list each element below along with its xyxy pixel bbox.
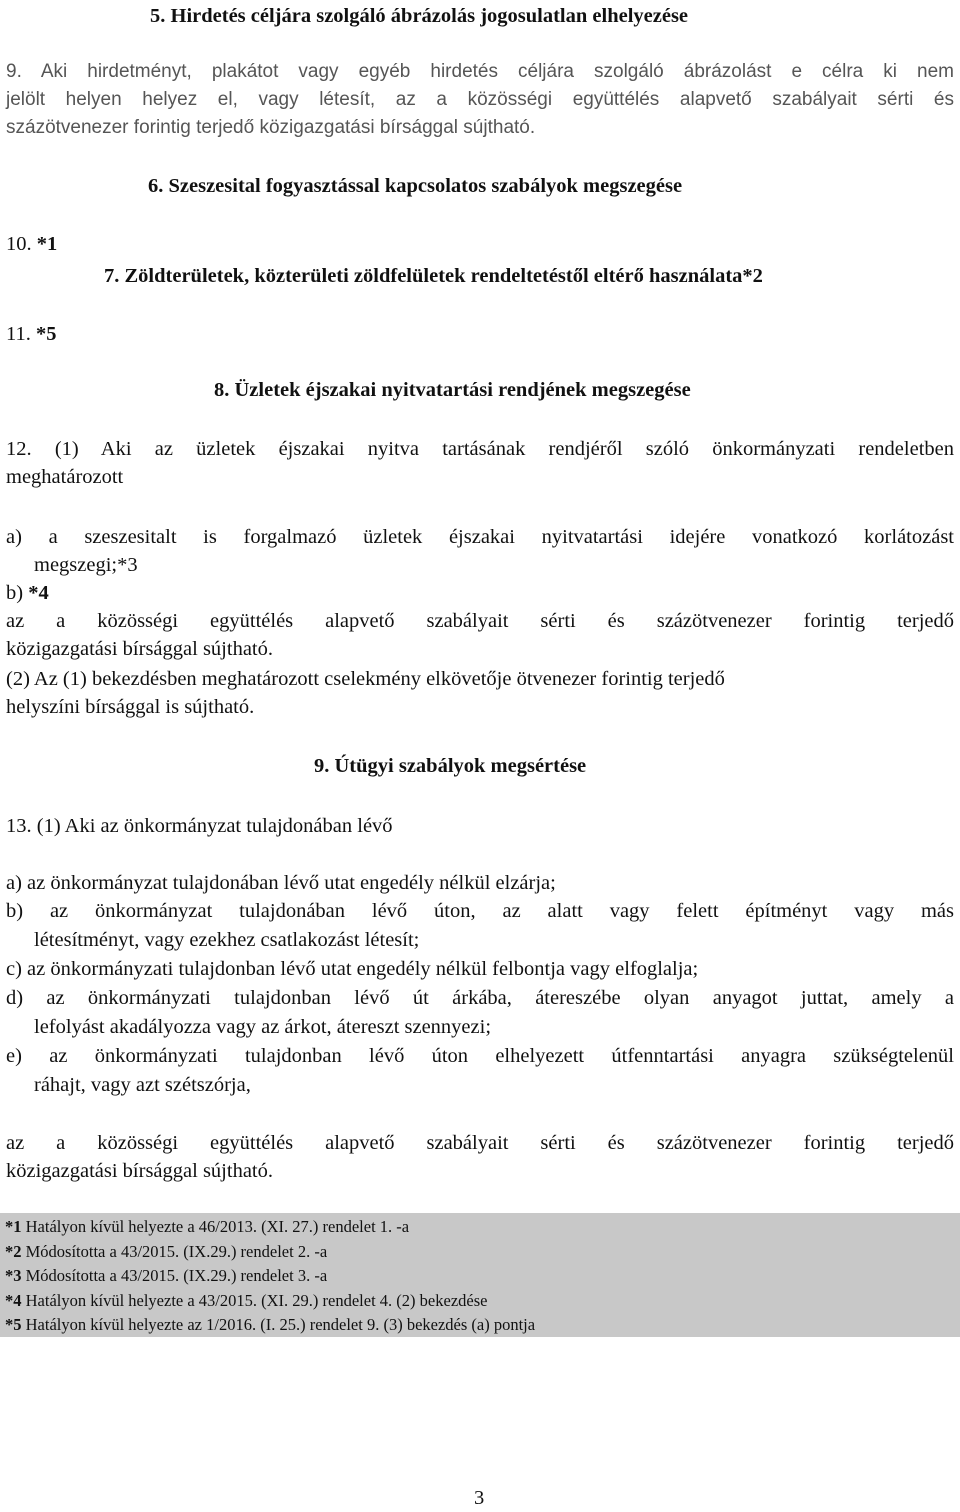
section-5-heading: 5. Hirdetés céljára szolgáló ábrázolás jogosulatlan elhelyezése xyxy=(150,5,689,27)
paragraph-11 xyxy=(6,320,57,348)
paragraph-10 xyxy=(6,230,57,258)
paragraph-12-2-line-2: helyszíni bírsággal is sújtható. xyxy=(6,696,255,718)
footnote-1 xyxy=(5,1215,409,1240)
road-point-a: a) az önkormányzat tulajdonában lévő utat engedély nélkül elzárja; xyxy=(6,872,556,894)
road-sanction-line-1: az a közösségi együttélés alapvető szabályait sérti és százötvenezer forintig terjedő xyxy=(6,1132,954,1154)
footnote-2-mark: *2 xyxy=(5,1241,22,1261)
footnote-2 xyxy=(5,1240,327,1265)
footnote-2-text: Módosította a 43/2015. (IX.29.) rendelet 2. -a xyxy=(21,1241,328,1261)
road-point-e-line-2: ráhajt, vagy azt szétszórja, xyxy=(34,1074,251,1096)
road-sanction-line-2: közigazgatási bírsággal sújtható. xyxy=(6,1160,273,1182)
section-9-heading: 9. Útügyi szabályok megsértése xyxy=(314,755,587,777)
footnote-ref-1: *1 xyxy=(36,233,58,255)
road-point-d-line-2: lefolyást akadályozza vagy az árkot, átereszt szennyezi; xyxy=(34,1016,492,1038)
road-point-b-line-1: b) az önkormányzat tulajdonában lévő úton, az alatt vagy felett építményt vagy más xyxy=(6,900,954,922)
paragraph-12-line-1: 12. (1) Aki az üzletek éjszakai nyitva tartásának rendjéről szóló önkormányzati rendeletben xyxy=(6,438,954,460)
point-a-line-1: a) a szeszesitalt is forgalmazó üzletek éjszakai nyitvatartási idejére vonatkozó korlátozást xyxy=(6,526,954,548)
footnotes-box xyxy=(0,1213,960,1337)
page-number: 3 xyxy=(474,1487,485,1509)
paragraph-9-line-1: 9. Aki hirdetményt, plakátot vagy egyéb hirdetés céljára szolgáló ábrázolást e célra ki nem xyxy=(6,61,954,82)
footnote-5-text: Hatályon kívül helyezte az 1/2016. (I. 25.) rendelet 9. (3) bekezdés (a) pontja xyxy=(21,1315,536,1335)
footnote-ref-5: *5 xyxy=(36,323,57,345)
footnote-4-mark: *4 xyxy=(5,1290,22,1310)
footnote-5 xyxy=(5,1313,535,1338)
footnote-1-text: Hatályon kívül helyezte a 46/2013. (XI. 27.) rendelet 1. -a xyxy=(21,1217,410,1236)
road-point-d-line-1: d) az önkormányzati tulajdonban lévő út árkába, átereszébe olyan anyagot juttat, amely a xyxy=(6,987,954,1009)
paragraph-12-2-line-1: (2) Az (1) bekezdésben meghatározott cselekmény elkövetője ötvenezer forintig terjedő xyxy=(6,668,725,690)
paragraph-9-line-3: százötvenezer forintig terjedő közigazgatási bírsággal sújtható. xyxy=(6,117,536,138)
section-8-heading: 8. Üzletek éjszakai nyitvatartási rendjének megszegése xyxy=(214,379,691,401)
sanction-line-1: az a közösségi együttélés alapvető szabályait sérti és százötvenezer forintig terjedő xyxy=(6,610,954,632)
footnote-ref-4: *4 xyxy=(28,582,49,604)
footnote-5-mark: *5 xyxy=(5,1315,22,1335)
point-a-line-2: megszegi;*3 xyxy=(34,554,138,576)
footnote-3-mark: *3 xyxy=(5,1266,22,1286)
footnote-3 xyxy=(5,1264,327,1289)
footnote-1-mark: *1 xyxy=(5,1217,22,1236)
footnote-3-text: Módosította a 43/2015. (IX.29.) rendelet 3. -a xyxy=(21,1266,328,1286)
road-point-c: c) az önkormányzati tulajdonban lévő utat engedély nélkül felbontja vagy elfoglalja; xyxy=(6,958,699,980)
point-b xyxy=(6,579,49,607)
section-7-heading: 7. Zöldterületek, közterületi zöldfelületek rendeltetéstől eltérő használata*2 xyxy=(104,265,763,287)
road-point-e-line-1: e) az önkormányzati tulajdonban lévő úton elhelyezett útfenntartási anyagra szükségtelenül xyxy=(6,1045,954,1067)
paragraph-9-line-2: jelölt helyen helyez el, vagy létesít, az a közösségi együttélés alapvető szabályait sérti és xyxy=(6,89,954,110)
footnote-4-text: Hatályon kívül helyezte a 43/2015. (XI. 29.) rendelet 4. (2) bekezdése xyxy=(21,1290,488,1310)
paragraph-11-number: 11. xyxy=(6,323,36,345)
paragraph-12-line-2: meghatározott xyxy=(6,466,124,488)
footnote-4 xyxy=(5,1289,487,1314)
paragraph-10-number: 10. xyxy=(6,233,37,255)
section-6-heading: 6. Szeszesital fogyasztással kapcsolatos szabályok megszegése xyxy=(148,175,683,197)
point-b-label: b) xyxy=(6,582,29,604)
road-point-b-line-2: létesítményt, vagy ezekhez csatlakozást létesít; xyxy=(34,929,420,951)
paragraph-13: 13. (1) Aki az önkormányzat tulajdonában lévő xyxy=(6,815,393,837)
sanction-line-2: közigazgatási bírsággal sújtható. xyxy=(6,638,273,660)
